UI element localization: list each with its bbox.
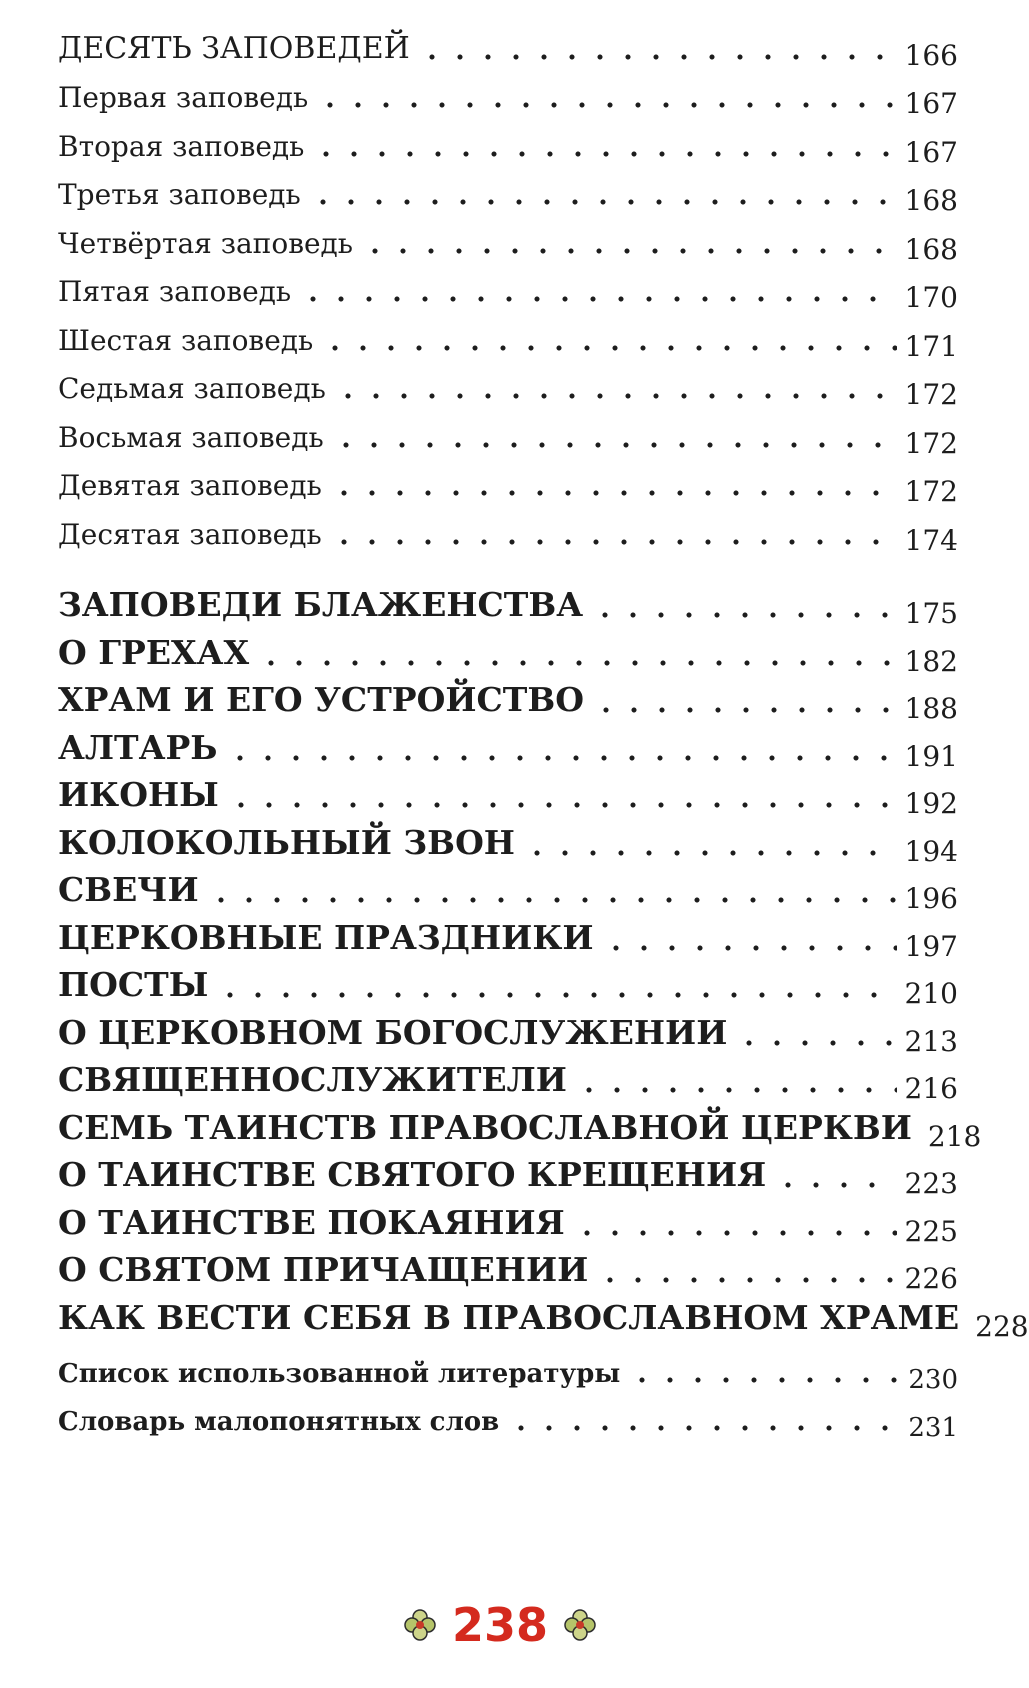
toc-entry-title: ХРАМ И ЕГО УСТРОЙСТВО xyxy=(58,680,584,719)
toc-entry-title: КОЛОКОЛЬНЫЙ ЗВОН xyxy=(58,822,515,862)
dot-leader xyxy=(216,988,896,1002)
dot-leader xyxy=(227,798,897,812)
page-footer xyxy=(0,1595,1000,1655)
toc-entry-title: ИКОНЫ xyxy=(58,775,219,814)
toc-entry-title: СЕМЬ ТАИНСТВ ПРАВОСЛАВНОЙ ЦЕРКВИ xyxy=(58,1107,912,1147)
toc-entry xyxy=(58,723,958,773)
dot-leader xyxy=(361,244,897,258)
toc-entry xyxy=(58,1103,982,1153)
dot-leader xyxy=(332,438,897,452)
toc-entry-page: 196 xyxy=(904,882,958,915)
dot-leader xyxy=(591,608,896,622)
toc-entry xyxy=(58,1345,958,1395)
toc-entry xyxy=(58,119,958,169)
toc-entry xyxy=(58,1150,958,1200)
toc-entry xyxy=(58,216,958,266)
dot-leader xyxy=(330,535,897,549)
dot-leader xyxy=(299,292,896,306)
toc-entry-title: Словарь малопонятных слов xyxy=(58,1407,500,1437)
toc-entry-title: ПОСТЫ xyxy=(58,965,209,1004)
toc-entry-page: 218 xyxy=(927,1119,982,1153)
toc-entry-page: 226 xyxy=(904,1262,958,1295)
toc-entry-title: Четвёртая заповедь xyxy=(58,226,354,260)
dot-leader xyxy=(226,751,897,765)
toc-entry-page: 172 xyxy=(904,475,958,508)
toc-entry-ten-commandments xyxy=(58,22,958,72)
page-number: 238 xyxy=(451,1598,549,1652)
toc-entry-title: Вторая заповедь xyxy=(58,129,305,163)
dot-leader xyxy=(628,1373,900,1387)
toc-entry-page: 166 xyxy=(904,39,958,72)
dot-leader xyxy=(312,147,896,161)
toc-entry xyxy=(58,818,958,868)
dot-leader xyxy=(257,656,896,670)
dot-leader xyxy=(207,893,897,907)
toc-entry-title: Первая заповедь xyxy=(58,81,309,114)
toc-entry xyxy=(58,1245,958,1295)
dot-leader xyxy=(334,389,897,403)
toc-entry-page: 210 xyxy=(904,977,958,1010)
toc-entry xyxy=(58,628,958,678)
flower-ornament-icon xyxy=(402,1607,438,1643)
toc-entry xyxy=(58,458,958,508)
toc-entry-title: О ГРЕХАХ xyxy=(58,632,250,672)
toc-entry xyxy=(58,361,958,411)
toc-entry-page: 223 xyxy=(904,1167,958,1200)
toc-entry xyxy=(58,70,958,120)
dot-leader xyxy=(523,846,897,860)
dot-leader xyxy=(575,1083,897,1097)
dot-leader xyxy=(774,1178,896,1192)
toc-entry-page: 174 xyxy=(904,523,958,557)
toc-entry-title: Шестая заповедь xyxy=(58,323,314,357)
toc-entry xyxy=(58,1293,1029,1343)
toc-entry xyxy=(58,410,958,460)
toc-entry xyxy=(58,1055,958,1105)
toc-entry-title: СВЯЩЕННОСЛУЖИТЕЛИ xyxy=(58,1060,567,1099)
toc-entry-title: Список использованной литературы xyxy=(58,1359,621,1389)
dot-leader xyxy=(418,50,897,64)
toc-entry-page: 228 xyxy=(975,1309,1029,1343)
toc-entry-page: 170 xyxy=(904,281,958,314)
toc-entry-title: Седьмая заповедь xyxy=(58,372,326,405)
toc-entry-page: 167 xyxy=(904,135,958,169)
toc-entry xyxy=(58,1008,958,1058)
toc-entry-page: 172 xyxy=(904,378,958,411)
dot-leader xyxy=(596,1273,896,1287)
dot-leader xyxy=(507,1421,900,1435)
toc-entry-title: Третья заповедь xyxy=(58,178,301,211)
toc-entry-page: 182 xyxy=(904,644,958,678)
toc-entry-page: 191 xyxy=(904,739,958,773)
toc-entry-title: О ТАИНСТВЕ ПОКАЯНИЯ xyxy=(58,1202,565,1242)
dot-leader xyxy=(573,1226,897,1240)
toc-entry xyxy=(58,1198,958,1248)
toc-entry-page: 197 xyxy=(904,929,958,963)
toc-entry xyxy=(58,313,958,363)
toc-entry-page: 225 xyxy=(904,1214,958,1248)
toc-entry-page: 168 xyxy=(904,184,958,217)
toc-entry xyxy=(58,580,958,630)
toc-entry-title: Десятая заповедь xyxy=(58,517,322,551)
toc-entry xyxy=(58,1393,958,1443)
toc-entry-title: О ЦЕРКОВНОМ БОГОСЛУЖЕНИИ xyxy=(58,1012,728,1052)
toc-entry-title: ЗАПОВЕДИ БЛАЖЕНСТВА xyxy=(58,585,584,624)
dot-leader xyxy=(330,486,897,500)
toc-entry-title: О ТАИНСТВЕ СВЯТОГО КРЕЩЕНИЯ xyxy=(58,1155,767,1194)
toc-entry-page: 175 xyxy=(904,597,958,630)
toc-entry-title: ДЕСЯТЬ ЗАПОВЕДЕЙ xyxy=(58,31,410,66)
dot-leader xyxy=(602,941,897,955)
toc-entry-page: 168 xyxy=(904,232,958,266)
toc-entry-title: АЛТАРЬ xyxy=(58,727,218,767)
toc-entry-page: 188 xyxy=(904,692,958,725)
toc-entry-title: КАК ВЕСТИ СЕБЯ В ПРАВОСЛАВНОМ ХРАМЕ xyxy=(58,1297,960,1337)
toc-entry xyxy=(58,167,958,217)
dot-leader xyxy=(592,703,897,717)
toc-entry-page: 216 xyxy=(904,1072,958,1105)
toc-entry-title: Девятая заповедь xyxy=(58,469,322,502)
toc-entry-page: 213 xyxy=(904,1024,958,1058)
toc-entry-page: 167 xyxy=(904,87,958,120)
toc-entry xyxy=(58,865,958,915)
toc-entry xyxy=(58,770,958,820)
toc-entry-page: 192 xyxy=(904,787,958,820)
dot-leader xyxy=(735,1036,896,1050)
dot-leader xyxy=(321,341,896,355)
toc-entry xyxy=(58,960,958,1010)
dot-leader xyxy=(316,98,896,112)
toc-entry-title: ЦЕРКОВНЫЕ ПРАЗДНИКИ xyxy=(58,917,594,957)
toc-entry xyxy=(58,913,958,963)
toc-entry-page: 171 xyxy=(904,329,958,363)
toc-entry-title: Восьмая заповедь xyxy=(58,420,324,454)
toc-entry-page: 231 xyxy=(908,1413,958,1443)
toc-entry xyxy=(58,264,958,314)
toc-entry xyxy=(58,507,958,557)
flower-ornament-icon xyxy=(562,1607,598,1643)
toc-entry-page: 194 xyxy=(904,834,958,868)
toc-entry-title: О СВЯТОМ ПРИЧАЩЕНИИ xyxy=(58,1250,589,1289)
toc-entry-page: 230 xyxy=(908,1365,958,1395)
toc-entry-page: 172 xyxy=(904,426,958,460)
toc-entry-title: СВЕЧИ xyxy=(58,870,199,909)
toc-entry-title: Пятая заповедь xyxy=(58,275,292,308)
toc-entry xyxy=(58,675,958,725)
dot-leader xyxy=(309,195,897,209)
